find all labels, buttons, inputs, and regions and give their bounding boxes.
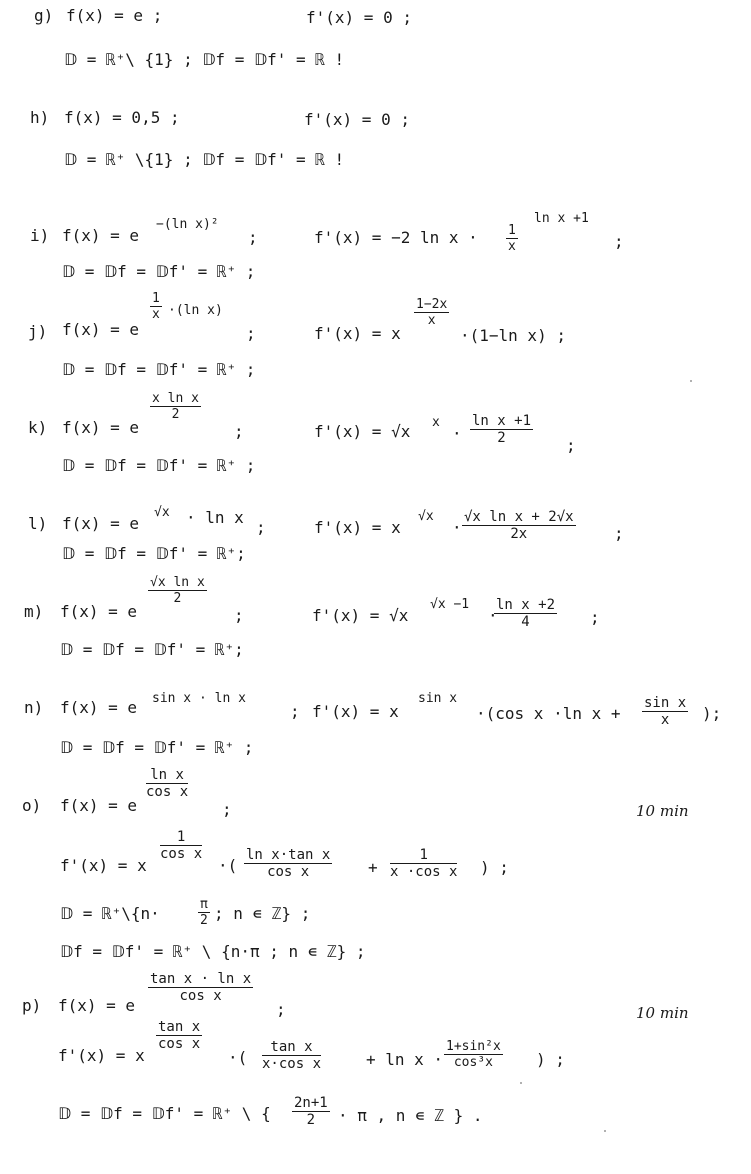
function-n-exponent: sin x · ln x — [152, 691, 246, 706]
function-j-exponent-fraction — [150, 292, 162, 321]
function-k-exponent-numerator: x ln x — [152, 391, 199, 406]
derivative-n-denominator: x — [660, 712, 670, 728]
time-note-p: 10 min — [636, 1004, 689, 1022]
derivative-n-fraction — [642, 696, 688, 727]
derivative-n-end: ); — [702, 704, 722, 723]
function-i: f(x) = e — [62, 226, 140, 245]
derivative-p-fraction-1 — [262, 1040, 321, 1071]
function-m: f(x) = e — [60, 602, 138, 621]
function-o-end: ; — [222, 800, 232, 819]
derivative-o-plus: + — [368, 858, 378, 877]
derivative-p-exponent-fraction — [156, 1020, 202, 1051]
derivative-o-fraction-2-numerator: 1 — [390, 848, 457, 864]
domain-o-denominator: 2 — [200, 913, 208, 928]
scan-speck — [604, 1130, 606, 1132]
derivative-i-exponent: ln x +1 — [534, 211, 589, 226]
function-k: f(x) = e — [62, 418, 140, 437]
item-label-n: n) — [24, 698, 44, 717]
item-label-h: h) — [30, 108, 50, 127]
derivative-i-fraction — [506, 224, 518, 253]
function-j-exponent-tail: ·(ln x) — [168, 303, 223, 318]
derivative-p-fraction-2-denominator: cos³x — [453, 1055, 493, 1070]
derivative-j-tail: ·(1−ln x) ; — [460, 326, 566, 345]
derivative-p-exponent-denominator: cos x — [158, 1036, 201, 1052]
domain-k: 𝔻 = 𝔻f = 𝔻f' = ℝ⁺ ; — [62, 456, 256, 475]
derivative-p-fraction-2-numerator: 1+sin²x — [446, 1039, 501, 1054]
function-j-end: ; — [246, 324, 256, 343]
derivative-j-exponent-numerator: 1−2x — [416, 297, 448, 312]
function-k-exponent-fraction — [150, 392, 201, 421]
domain-p-denominator: 2 — [306, 1112, 316, 1128]
domain-i: 𝔻 = 𝔻f = 𝔻f' = ℝ⁺ ; — [62, 262, 256, 281]
domain-p-numerator: 2n+1 — [294, 1095, 328, 1111]
function-p-exponent-fraction — [148, 972, 253, 1003]
derivative-m-exponent: √x −1 — [430, 597, 470, 612]
function-l-tail: · ln x — [186, 508, 244, 527]
derivative-n: f'(x) = x — [312, 702, 399, 721]
derivative-l-fraction — [462, 510, 576, 541]
derivative-l-exponent: √x — [418, 509, 434, 524]
derivative-n-numerator: sin x — [644, 695, 687, 711]
function-m-exponent-numerator: √x ln x — [150, 575, 205, 590]
domain-h: 𝔻 = ℝ⁺ \{1} ; 𝔻f = 𝔻f' = ℝ ! — [64, 150, 345, 169]
derivative-p-fraction-1-numerator: tan x — [262, 1040, 321, 1056]
derivative-l-denominator: 2x — [510, 526, 528, 542]
derivative-j: f'(x) = x — [314, 324, 401, 343]
derivative-i-end: ; — [614, 232, 624, 251]
derivative-m-dot: · — [488, 606, 498, 625]
derivative-k-end: ; — [566, 436, 576, 455]
time-note-o: 10 min — [636, 802, 689, 820]
function-m-exponent-fraction — [148, 576, 207, 605]
function-j-exponent-denominator: x — [152, 307, 160, 322]
derivative-p: f'(x) = x — [58, 1046, 145, 1065]
derivative-h: f'(x) = 0 ; — [304, 110, 410, 129]
domain-n: 𝔻 = 𝔻f = 𝔻f' = ℝ⁺ ; — [60, 738, 254, 757]
derivative-p-exponent-numerator: tan x — [158, 1019, 201, 1035]
item-label-i: i) — [30, 226, 50, 245]
domain-o-fraction — [198, 898, 210, 927]
derivative-o-fraction-2 — [390, 848, 457, 879]
domain-o-part-1-tail: ; n ∊ ℤ} ; — [214, 904, 311, 923]
scan-speck — [520, 1082, 522, 1084]
item-label-p: p) — [22, 996, 42, 1015]
derivative-o-exponent-fraction — [160, 830, 202, 861]
item-label-o: o) — [22, 796, 42, 815]
function-o-exponent-denominator: cos x — [146, 784, 189, 800]
function-o-exponent-fraction — [146, 768, 188, 799]
item-label-l: l) — [28, 514, 48, 533]
domain-p-fraction — [292, 1096, 330, 1127]
domain-l: 𝔻 = 𝔻f = 𝔻f' = ℝ⁺; — [62, 544, 246, 563]
function-o-exponent-numerator: ln x — [146, 768, 188, 784]
derivative-i-denominator: x — [508, 239, 516, 254]
domain-p: 𝔻 = 𝔻f = 𝔻f' = ℝ⁺ \ { — [58, 1104, 271, 1123]
derivative-l-numerator: √x ln x + 2√x — [464, 509, 574, 525]
function-o: f(x) = e — [60, 796, 138, 815]
function-m-end: ; — [234, 606, 244, 625]
derivative-o-open: ·( — [218, 856, 238, 875]
derivative-k-numerator: ln x +1 — [472, 413, 532, 429]
function-i-end: ; — [248, 228, 258, 247]
derivative-n-exponent: sin x — [418, 691, 458, 706]
derivative-p-plus: + ln x · — [366, 1050, 444, 1069]
derivative-m-end: ; — [590, 608, 600, 627]
derivative-p-end: ) ; — [536, 1050, 565, 1069]
derivative-k-denominator: 2 — [497, 430, 506, 446]
derivative-j-exponent-fraction — [414, 298, 449, 327]
derivative-i-numerator: 1 — [508, 223, 516, 238]
item-label-m: m) — [24, 602, 44, 621]
derivative-l-dot: · — [452, 518, 462, 537]
function-n: f(x) = e — [60, 698, 138, 717]
item-label-k: k) — [28, 418, 48, 437]
derivative-o-end: ) ; — [480, 858, 509, 877]
derivative-o-fraction-1 — [244, 848, 332, 879]
function-l-exponent: √x — [154, 505, 170, 520]
derivative-o-fraction-1-denominator: cos x — [267, 864, 310, 880]
domain-p-tail: · π , n ∊ ℤ } . — [338, 1106, 483, 1125]
derivative-o-exponent-numerator: 1 — [160, 830, 202, 846]
function-j-exponent-numerator: 1 — [152, 291, 160, 306]
derivative-m-numerator: ln x +2 — [496, 597, 556, 613]
derivative-m-fraction — [494, 598, 557, 629]
function-h: f(x) = 0,5 ; — [64, 108, 180, 127]
item-label-j: j) — [28, 322, 48, 341]
item-label-g: g) — [34, 6, 54, 25]
function-p-exponent-numerator: tan x · ln x — [150, 971, 252, 987]
domain-o-part-2: 𝔻f = 𝔻f' = ℝ⁺ \ {n·π ; n ∊ ℤ} ; — [60, 942, 366, 961]
function-m-exponent-denominator: 2 — [173, 591, 182, 606]
derivative-k-dot: · — [452, 424, 462, 443]
derivative-j-exponent-denominator: x — [427, 313, 436, 328]
derivative-g: f'(x) = 0 ; — [306, 8, 412, 27]
derivative-k: f'(x) = √x — [314, 422, 411, 441]
derivative-o-fraction-2-denominator: x ·cos x — [390, 864, 458, 880]
derivative-o: f'(x) = x — [60, 856, 147, 875]
function-p: f(x) = e — [58, 996, 136, 1015]
derivative-p-fraction-1-denominator: x·cos x — [262, 1056, 322, 1072]
function-p-end: ; — [276, 1000, 286, 1019]
domain-o-numerator: π — [200, 897, 208, 912]
derivative-l: f'(x) = x — [314, 518, 401, 537]
derivative-o-fraction-1-numerator: ln x·tan x — [246, 847, 331, 863]
scan-speck — [690, 380, 692, 382]
function-n-end: ; — [290, 702, 300, 721]
function-k-end: ; — [234, 422, 244, 441]
domain-o-part-1: 𝔻 = ℝ⁺\{n· — [60, 904, 160, 923]
function-l: f(x) = e — [62, 514, 140, 533]
derivative-p-fraction-2 — [444, 1040, 503, 1069]
function-j: f(x) = e — [62, 320, 140, 339]
function-i-exponent: −(ln x)² — [156, 217, 219, 232]
function-l-end: ; — [256, 518, 266, 537]
domain-j: 𝔻 = 𝔻f = 𝔻f' = ℝ⁺ ; — [62, 360, 256, 379]
derivative-i: f'(x) = −2 ln x · — [314, 228, 478, 247]
domain-m: 𝔻 = 𝔻f = 𝔻f' = ℝ⁺; — [60, 640, 244, 659]
function-k-exponent-denominator: 2 — [171, 407, 180, 422]
derivative-k-exponent: x — [432, 415, 440, 430]
derivative-k-fraction — [470, 414, 533, 445]
derivative-m-denominator: 4 — [521, 614, 530, 630]
derivative-n-tail: ·(cos x ·ln x + — [476, 704, 621, 723]
derivative-l-end: ; — [614, 524, 624, 543]
domain-g: 𝔻 = ℝ⁺\ {1} ; 𝔻f = 𝔻f' = ℝ ! — [64, 50, 345, 69]
derivative-p-open: ·( — [228, 1048, 248, 1067]
derivative-o-exponent-denominator: cos x — [160, 846, 203, 862]
function-g: f(x) = e ; — [66, 6, 163, 25]
function-p-exponent-denominator: cos x — [179, 988, 222, 1004]
derivative-m: f'(x) = √x — [312, 606, 409, 625]
